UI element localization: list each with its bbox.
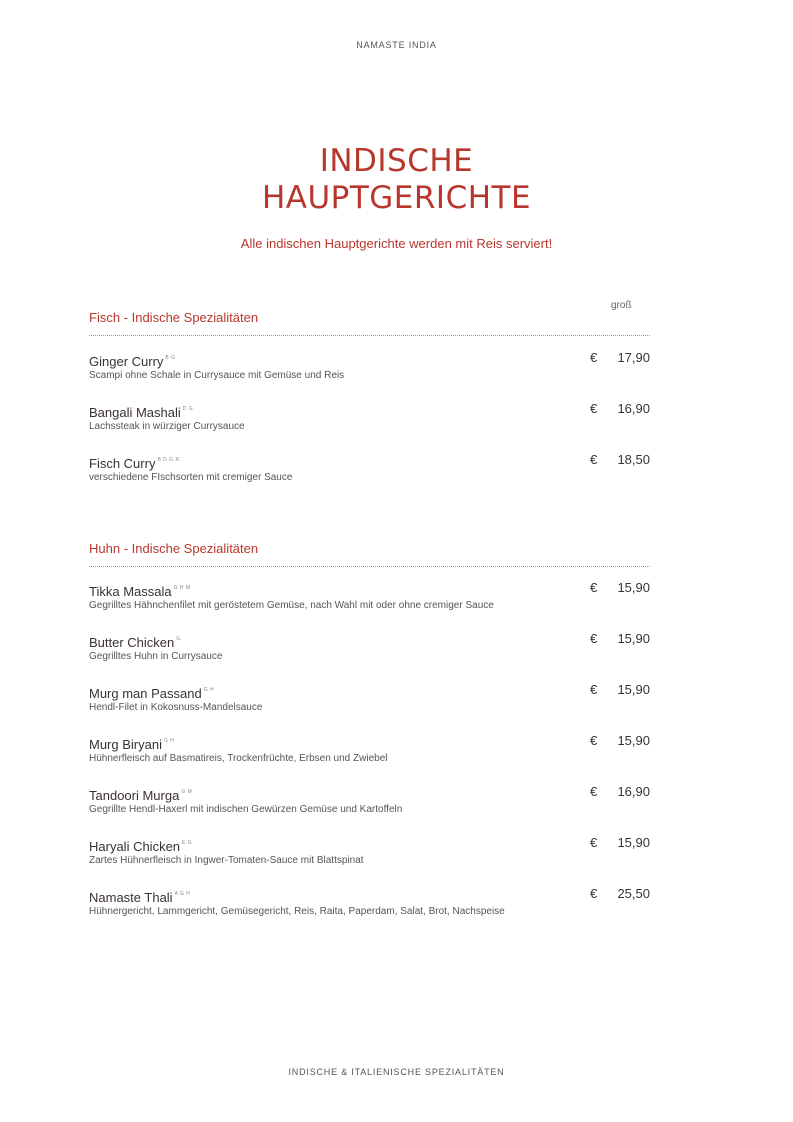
item-allergens: D G — [182, 406, 194, 412]
item-name — [89, 682, 214, 702]
menu-item — [89, 682, 650, 733]
item-allergens: G H M — [173, 585, 191, 591]
item-name-text: Ginger Curry — [89, 354, 164, 369]
item-currency: € — [590, 580, 598, 595]
item-name — [89, 580, 191, 600]
item-price: 15,90 — [617, 682, 650, 697]
item-price: 25,50 — [617, 886, 650, 901]
item-description: Hendl-Filet in Kokosnuss-Mandelsauce — [89, 702, 263, 713]
menu-item — [89, 886, 650, 937]
item-currency: € — [590, 835, 598, 850]
item-description: Zartes Hühnerfleisch in Ingwer-Tomaten-Sauce mit Blattspinat — [89, 855, 364, 866]
item-currency: € — [590, 784, 598, 799]
item-price: 15,90 — [617, 835, 650, 850]
item-description: verschiedene FIschsorten mit cremiger Sauce — [89, 472, 293, 483]
item-price: 16,90 — [617, 401, 650, 416]
item-allergens: G — [176, 636, 181, 642]
menu-item — [89, 452, 650, 503]
item-description: Scampi ohne Schale in Currysauce mit Gemüse und Reis — [89, 370, 345, 381]
menu-item — [89, 835, 650, 886]
footer: INDISCHE & ITALIENISCHE SPEZIALITÄTEN — [288, 1067, 505, 1077]
item-name-text: Butter Chicken — [89, 635, 175, 650]
item-name — [89, 784, 192, 804]
menu-item — [89, 350, 650, 401]
item-name-text: Haryali Chicken — [89, 839, 181, 854]
item-allergens: E G — [182, 840, 193, 846]
item-description: Gegrilltes Hähnchenfilet mit geröstetem Gemüse, nach Wahl mit oder ohne cremiger Sauce — [89, 600, 494, 611]
item-allergens: A G H — [174, 891, 191, 897]
item-allergens: B D G R — [157, 457, 180, 463]
item-name — [89, 401, 193, 421]
section-title: Fisch - Indische Spezialitäten — [89, 310, 259, 325]
brand-header: NAMASTE INDIA — [356, 40, 437, 50]
item-allergens: G H — [163, 738, 175, 744]
section-fisch — [89, 309, 650, 503]
item-name — [89, 452, 180, 472]
item-price: 17,90 — [617, 350, 650, 365]
section-huhn — [89, 540, 650, 937]
item-allergens: G M — [181, 789, 193, 795]
item-currency: € — [590, 452, 598, 467]
menu-item — [89, 401, 650, 452]
item-currency: € — [590, 631, 598, 646]
price-column-label: groß — [611, 300, 632, 311]
item-currency: € — [590, 886, 598, 901]
item-description: Gegrilltes Huhn in Currysauce — [89, 651, 223, 662]
item-name — [89, 886, 190, 906]
item-name-text: Tikka Massala — [89, 584, 172, 599]
item-name — [89, 835, 192, 855]
item-price: 16,90 — [617, 784, 650, 799]
item-price: 15,90 — [617, 580, 650, 595]
item-allergens: G H — [203, 687, 215, 693]
item-currency: € — [590, 401, 598, 416]
item-name-text: Murg Biryani — [89, 737, 162, 752]
menu-item — [89, 784, 650, 835]
item-description: Lachssteak in würziger Currysauce — [89, 421, 245, 432]
item-name-text: Tandoori Murga — [89, 788, 180, 803]
menu-item — [89, 631, 650, 682]
item-price: 15,90 — [617, 631, 650, 646]
item-allergens: B G — [165, 355, 176, 361]
section-title: Huhn - Indische Spezialitäten — [89, 541, 259, 556]
item-currency: € — [590, 350, 598, 365]
item-description: Gegrillte Hendl-Haxerl mit indischen Gewürzen Gemüse und Kartoffeln — [89, 804, 403, 815]
item-name-text: Namaste Thali — [89, 890, 173, 905]
item-currency: € — [590, 682, 598, 697]
page-subtitle: Alle indischen Hauptgerichte werden mit Reis serviert! — [240, 236, 553, 251]
item-name — [89, 733, 174, 753]
page-title — [0, 143, 793, 217]
menu-item — [89, 580, 650, 631]
item-name-text: Fisch Curry — [89, 456, 156, 471]
item-name-text: Bangali Mashali — [89, 405, 181, 420]
item-name-text: Murg man Passand — [89, 686, 202, 701]
item-name — [89, 631, 181, 651]
item-price: 15,90 — [617, 733, 650, 748]
item-description: Hühnerfleisch auf Basmatireis, Trockenfrüchte, Erbsen und Zwiebel — [89, 753, 388, 764]
page-title-line-1: INDISCHE — [319, 143, 474, 179]
item-name — [89, 350, 176, 370]
item-description: Hühnergericht, Lammgericht, Gemüsegericht, Reis, Raita, Paperdam, Salat, Brot, Nachspeise — [89, 906, 505, 917]
item-currency: € — [590, 733, 598, 748]
page-title-line-2: HAUPTGERICHTE — [261, 180, 532, 216]
item-price: 18,50 — [617, 452, 650, 467]
menu-item — [89, 733, 650, 784]
